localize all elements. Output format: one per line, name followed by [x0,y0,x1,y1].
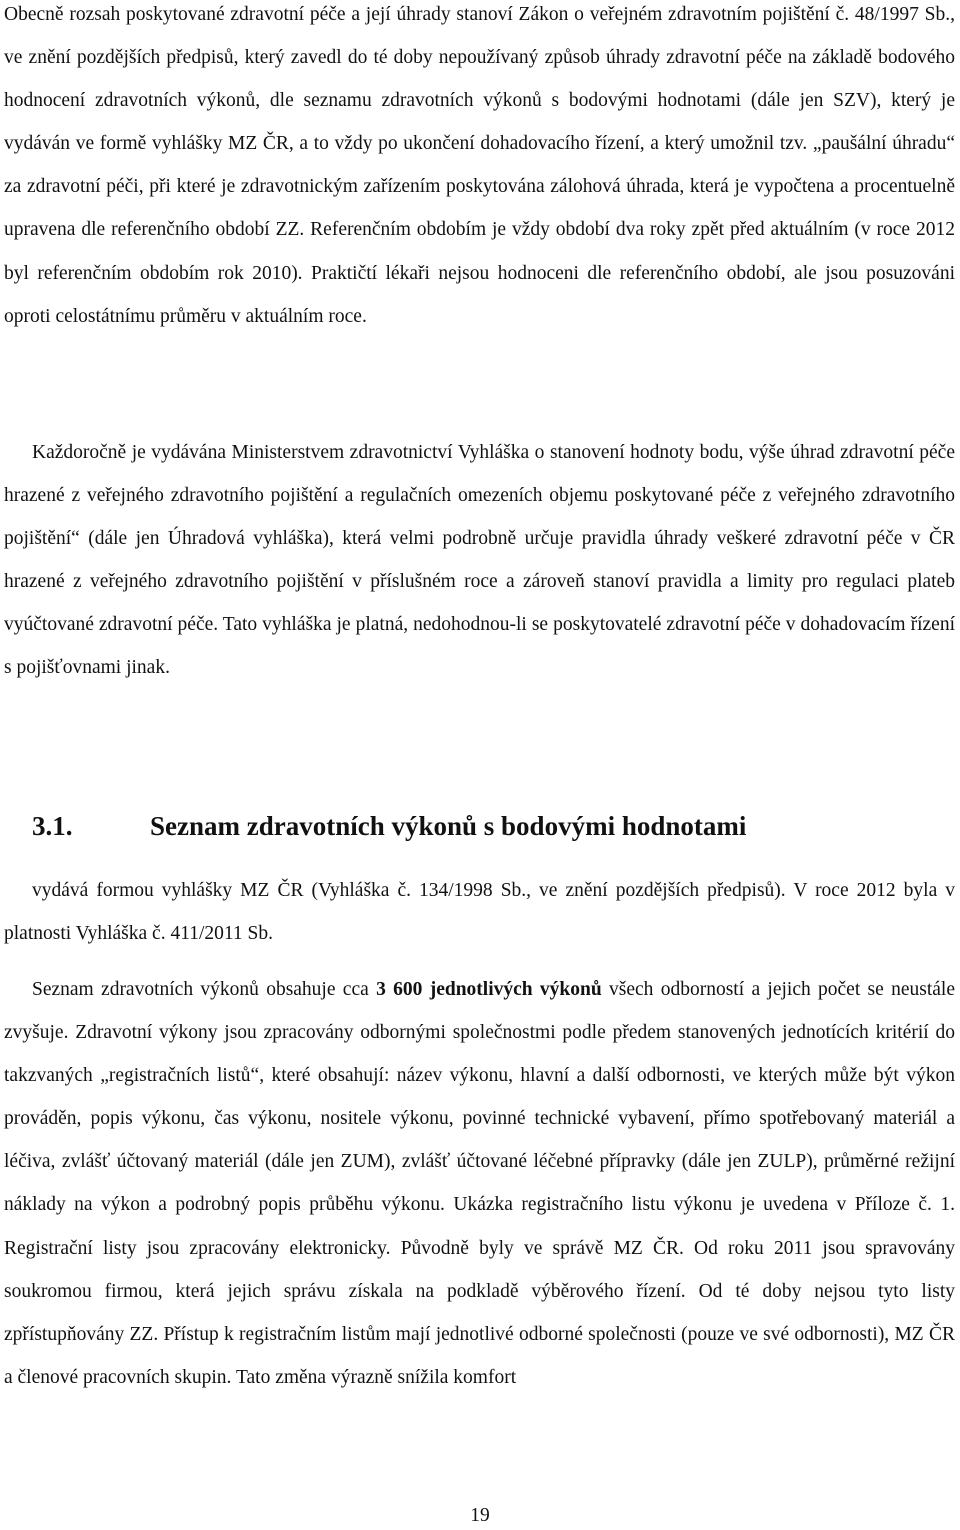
paragraph-legal-framework: Obecně rozsah poskytované zdravotní péče a její úhrady stanoví Zákon o veřejném zdravotním pojištění č. 48/1997 Sb., ve znění pozdějších předpisů, který zavedl do té doby nepoužívaný způsob úhrady zdravotní péče na základě bodového hodnocení zdravotních výkonů, dle seznamu zdravotních výkonů s bodovými hodnotami (dále jen SZV), který je vydáván ve formě vyhlášky MZ ČR, a to vždy po ukončení dohadovacího řízení, a který umožnil tzv. „paušální úhradu“ za zdravotní péči, při které je zdravotnickým zařízením poskytována zálohová úhrada, která je vypočtena a procentuelně upravena dle referenčního období ZZ. Referenčním obdobím je vždy období dva roky zpět před aktuálním (v roce 2012 byl referenčním obdobím rok 2010). Praktičtí lékaři nejsou hodnoceni dle referenčního období, ale jsou posuzováni oproti celostátnímu průměru v aktuálním roce. [4,4,955,327]
page-number: 19 [470,1505,490,1526]
section-heading [32,806,746,846]
paragraph-procedure-list: Seznam zdravotních výkonů obsahuje cca 3 600 jednotlivých výkonů všech odborností a jejich počet se neustále zvyšuje. Zdravotní výkony jsou zpracovány odbornými společnostmi podle předem stanovených jednotících kritérií do takzvaných „registračních listů“, které obsahují: název výkonu, hlavní a další odbornosti, ve kterých může být výkon prováděn, popis výkonu, čas výkonu, nositele výkonu, povinné technické vybavení, přímo spotřebovaný materiál a léčiva, zvlášť účtovaný materiál (dále jen ZUM), zvlášť účtované léčebné přípravky (dále jen ZULP), průměrné režijní náklady na výkon a podrobný popis průběhu výkonu. Ukázka registračního listu výkonu je uvedena v Příloze č. 1. Registrační listy jsou zpracovány elektronicky. Původně byly ve správě MZ ČR. Od roku 2011 jsou spravovány soukromou firmou, která jejich správu získala na podkladě výběrového řízení. Od té doby nejsou tyto listy zpřístupňovány ZZ. Přístup k registračním listům mají jednotlivé odborné společnosti (pouze ve své odbornosti), MZ ČR a členové pracovních skupin. Tato změna výrazně snížila komfort [4,979,956,1388]
section-title: Seznam zdravotních výkonů s bodovými hodnotami [150,811,747,841]
section-number: 3.1. [32,811,73,841]
paragraph-decree-reference: vydává formou vyhlášky MZ ČR (Vyhláška č. 134/1998 Sb., ve znění pozdějších předpisů). V roce 2012 byla v platnosti Vyhláška č. 411/2011 Sb. [4,880,955,945]
procedure-count-emphasis: 3 600 jednotlivých výkonů [376,979,602,1000]
paragraph-payment-decree: Každoročně je vydávána Ministerstvem zdravotnictví Vyhláška o stanovení hodnoty bodu, výše úhrad zdravotní péče hrazené z veřejného zdravotního pojištění a regulačních omezeních objemu poskytované péče z veřejného zdravotního pojištění“ (dále jen Úhradová vyhláška), která velmi podrobně určuje pravidla úhrady veškeré zdravotní péče v ČR hrazené z veřejného zdravotního pojištění v příslušném roce a zároveň stanoví pravidla a limity pro regulaci plateb vyúčtované zdravotní péče. Tato vyhláška je platná, nedohodnou-li se poskytovatelé zdravotní péče v dohadovacím řízení s pojišťovnami jinak. [4,442,955,679]
